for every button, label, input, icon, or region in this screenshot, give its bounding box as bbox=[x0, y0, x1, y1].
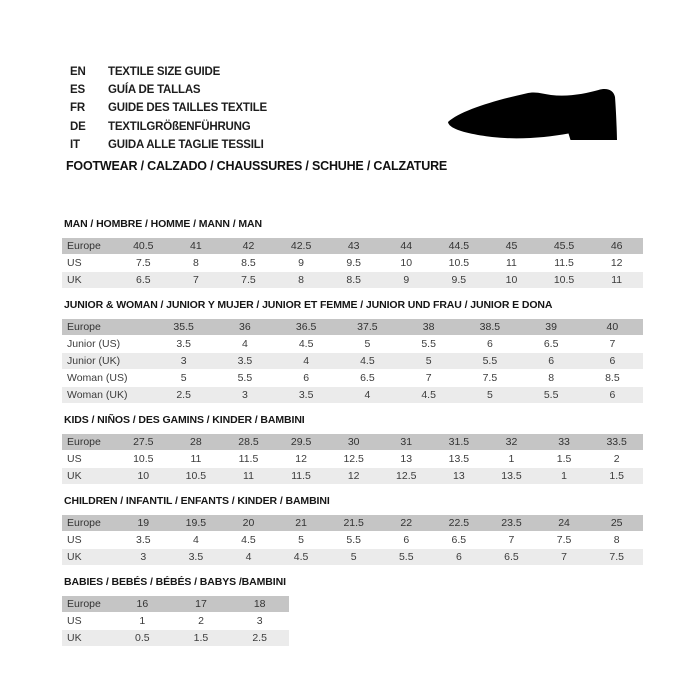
size-cell: 3 bbox=[153, 353, 214, 370]
size-row bbox=[62, 549, 643, 566]
size-cell: 11 bbox=[170, 451, 223, 468]
size-table bbox=[62, 515, 643, 566]
size-cell: 33 bbox=[538, 434, 591, 451]
size-cell: 10 bbox=[117, 468, 170, 485]
size-row bbox=[62, 630, 289, 647]
size-section bbox=[62, 485, 652, 566]
size-cell: 6 bbox=[459, 336, 520, 353]
size-cell: 9.5 bbox=[433, 272, 486, 289]
size-cell: 6.5 bbox=[485, 549, 538, 566]
size-cell: 1 bbox=[485, 451, 538, 468]
size-cell: 9 bbox=[275, 255, 328, 272]
category-heading: FOOTWEAR / CALZADO / CHAUSSURES / SCHUHE / CALZATURE bbox=[66, 159, 448, 173]
size-cell: 27.5 bbox=[117, 434, 170, 451]
language-row bbox=[70, 81, 267, 99]
size-cell: 12.5 bbox=[327, 451, 380, 468]
size-cell: 5 bbox=[459, 387, 520, 404]
size-cell: 5 bbox=[398, 353, 459, 370]
size-cell: 10.5 bbox=[538, 272, 591, 289]
size-cell: 0.5 bbox=[113, 630, 172, 647]
size-row bbox=[62, 370, 643, 387]
size-cell: 5.5 bbox=[521, 387, 582, 404]
size-cell: 8.5 bbox=[582, 370, 643, 387]
size-cell: 29.5 bbox=[275, 434, 328, 451]
size-header-row bbox=[62, 596, 289, 613]
size-cell: 7.5 bbox=[117, 255, 170, 272]
size-cell: 6 bbox=[433, 549, 486, 566]
size-header-row bbox=[62, 434, 643, 451]
size-cell: 8 bbox=[170, 255, 223, 272]
size-cell: 25 bbox=[590, 515, 643, 532]
size-cell: 21 bbox=[275, 515, 328, 532]
table-title: BABIES / BEBÉS / BÉBÉS / BABYS /BAMBINI bbox=[64, 576, 286, 588]
size-cell: 32 bbox=[485, 434, 538, 451]
language-code: IT bbox=[70, 138, 80, 151]
row-label: Junior (US) bbox=[62, 336, 153, 353]
size-cell: 23.5 bbox=[485, 515, 538, 532]
size-table bbox=[62, 596, 289, 647]
size-tables bbox=[62, 214, 652, 647]
size-cell: 6.5 bbox=[337, 370, 398, 387]
size-header-row bbox=[62, 515, 643, 532]
size-cell: 3.5 bbox=[276, 387, 337, 404]
size-cell: 5.5 bbox=[380, 549, 433, 566]
size-cell: 8 bbox=[521, 370, 582, 387]
size-table bbox=[62, 319, 643, 404]
size-cell: 4 bbox=[222, 549, 275, 566]
size-section bbox=[62, 214, 652, 289]
size-cell: 10 bbox=[485, 272, 538, 289]
row-label: US bbox=[62, 613, 113, 630]
size-cell: 41 bbox=[170, 238, 223, 255]
size-cell: 43 bbox=[327, 238, 380, 255]
row-label: US bbox=[62, 255, 117, 272]
language-row bbox=[70, 136, 267, 154]
table-title: JUNIOR & WOMAN / JUNIOR Y MUJER / JUNIOR ET FEMME / JUNIOR UND FRAU / JUNIOR E DONA bbox=[64, 299, 553, 311]
size-cell: 28.5 bbox=[222, 434, 275, 451]
language-title-block bbox=[70, 63, 267, 154]
size-cell: 12 bbox=[590, 255, 643, 272]
size-cell: 2 bbox=[590, 451, 643, 468]
size-cell: 7 bbox=[485, 532, 538, 549]
size-cell: 30 bbox=[327, 434, 380, 451]
size-cell: 9.5 bbox=[327, 255, 380, 272]
size-row bbox=[62, 353, 643, 370]
row-label: US bbox=[62, 451, 117, 468]
size-cell: 5.5 bbox=[327, 532, 380, 549]
size-cell: 12.5 bbox=[380, 468, 433, 485]
size-cell: 44 bbox=[380, 238, 433, 255]
size-cell: 1 bbox=[113, 613, 172, 630]
row-label: Woman (UK) bbox=[62, 387, 153, 404]
size-cell: 33.5 bbox=[590, 434, 643, 451]
language-row bbox=[70, 63, 267, 81]
size-table bbox=[62, 434, 643, 485]
language-label: GUÍA DE TALLAS bbox=[108, 84, 201, 97]
size-cell: 37.5 bbox=[337, 319, 398, 336]
size-cell: 3.5 bbox=[153, 336, 214, 353]
table-title: MAN / HOMBRE / HOMME / MANN / MAN bbox=[64, 218, 262, 230]
size-cell: 10.5 bbox=[117, 451, 170, 468]
size-cell: 28 bbox=[170, 434, 223, 451]
row-label: Europe bbox=[62, 596, 113, 613]
size-cell: 6 bbox=[276, 370, 337, 387]
size-cell: 19 bbox=[117, 515, 170, 532]
shoe-icon bbox=[430, 60, 670, 170]
size-row bbox=[62, 613, 289, 630]
size-cell: 7 bbox=[170, 272, 223, 289]
size-cell: 16 bbox=[113, 596, 172, 613]
size-cell: 7 bbox=[538, 549, 591, 566]
size-cell: 5 bbox=[275, 532, 328, 549]
size-cell: 6.5 bbox=[521, 336, 582, 353]
size-cell: 31 bbox=[380, 434, 433, 451]
row-label: UK bbox=[62, 468, 117, 485]
size-cell: 1.5 bbox=[538, 451, 591, 468]
size-cell: 24 bbox=[538, 515, 591, 532]
size-cell: 22.5 bbox=[433, 515, 486, 532]
size-row bbox=[62, 387, 643, 404]
size-cell: 3 bbox=[230, 613, 289, 630]
size-cell: 1 bbox=[538, 468, 591, 485]
size-cell: 7.5 bbox=[222, 272, 275, 289]
size-row bbox=[62, 255, 643, 272]
language-code: EN bbox=[70, 66, 86, 78]
size-cell: 3.5 bbox=[214, 353, 275, 370]
size-cell: 2.5 bbox=[230, 630, 289, 647]
table-title: KIDS / NIÑOS / DES GAMINS / KINDER / BAMBINI bbox=[64, 414, 305, 426]
size-cell: 6 bbox=[380, 532, 433, 549]
size-cell: 22 bbox=[380, 515, 433, 532]
row-label: Junior (UK) bbox=[62, 353, 153, 370]
size-cell: 13 bbox=[433, 468, 486, 485]
size-cell: 3 bbox=[214, 387, 275, 404]
size-cell: 1.5 bbox=[590, 468, 643, 485]
size-cell: 7 bbox=[398, 370, 459, 387]
size-cell: 5 bbox=[337, 336, 398, 353]
size-cell: 4.5 bbox=[398, 387, 459, 404]
size-cell: 4.5 bbox=[275, 549, 328, 566]
size-cell: 46 bbox=[590, 238, 643, 255]
size-cell: 40.5 bbox=[117, 238, 170, 255]
size-cell: 13.5 bbox=[485, 468, 538, 485]
table-title: CHILDREN / INFANTIL / ENFANTS / KINDER / BAMBINI bbox=[64, 495, 330, 507]
size-cell: 17 bbox=[172, 596, 231, 613]
size-row bbox=[62, 532, 643, 549]
size-cell: 4.5 bbox=[276, 336, 337, 353]
size-cell: 45.5 bbox=[538, 238, 591, 255]
size-cell: 8.5 bbox=[327, 272, 380, 289]
size-cell: 21.5 bbox=[327, 515, 380, 532]
size-cell: 9 bbox=[380, 272, 433, 289]
size-cell: 35.5 bbox=[153, 319, 214, 336]
language-row bbox=[70, 118, 267, 136]
row-label: Europe bbox=[62, 319, 153, 336]
size-cell: 18 bbox=[230, 596, 289, 613]
size-header-row bbox=[62, 238, 643, 255]
size-cell: 11.5 bbox=[538, 255, 591, 272]
row-label: UK bbox=[62, 549, 117, 566]
size-cell: 11 bbox=[590, 272, 643, 289]
size-table bbox=[62, 238, 643, 289]
size-cell: 6.5 bbox=[433, 532, 486, 549]
size-cell: 38 bbox=[398, 319, 459, 336]
size-cell: 45 bbox=[485, 238, 538, 255]
language-label: TEXTILGRÖßENFÜHRUNG bbox=[108, 120, 251, 133]
size-cell: 5.5 bbox=[214, 370, 275, 387]
size-cell: 4 bbox=[214, 336, 275, 353]
size-cell: 5 bbox=[153, 370, 214, 387]
size-header-row bbox=[62, 319, 643, 336]
row-label: Woman (US) bbox=[62, 370, 153, 387]
row-label: Europe bbox=[62, 238, 117, 255]
size-row bbox=[62, 336, 643, 353]
size-row bbox=[62, 468, 643, 485]
size-cell: 2.5 bbox=[153, 387, 214, 404]
row-label: UK bbox=[62, 630, 113, 647]
size-cell: 8 bbox=[275, 272, 328, 289]
size-cell: 40 bbox=[582, 319, 643, 336]
size-row bbox=[62, 451, 643, 468]
row-label: Europe bbox=[62, 515, 117, 532]
size-cell: 39 bbox=[521, 319, 582, 336]
size-cell: 4 bbox=[337, 387, 398, 404]
size-cell: 3.5 bbox=[170, 549, 223, 566]
size-cell: 6 bbox=[582, 387, 643, 404]
size-cell: 12 bbox=[275, 451, 328, 468]
size-cell: 11.5 bbox=[275, 468, 328, 485]
language-row bbox=[70, 99, 267, 117]
size-cell: 3 bbox=[117, 549, 170, 566]
size-cell: 7.5 bbox=[590, 549, 643, 566]
size-cell: 42.5 bbox=[275, 238, 328, 255]
language-code: FR bbox=[70, 102, 85, 115]
size-cell: 10 bbox=[380, 255, 433, 272]
language-code: ES bbox=[70, 84, 85, 97]
size-cell: 36 bbox=[214, 319, 275, 336]
size-cell: 1.5 bbox=[172, 630, 231, 647]
size-cell: 11 bbox=[222, 468, 275, 485]
size-cell: 7 bbox=[582, 336, 643, 353]
size-row bbox=[62, 272, 643, 289]
size-cell: 13.5 bbox=[433, 451, 486, 468]
size-cell: 4 bbox=[170, 532, 223, 549]
row-label: Europe bbox=[62, 434, 117, 451]
size-section bbox=[62, 404, 652, 485]
size-cell: 2 bbox=[172, 613, 231, 630]
size-cell: 8.5 bbox=[222, 255, 275, 272]
size-cell: 19.5 bbox=[170, 515, 223, 532]
size-cell: 5.5 bbox=[459, 353, 520, 370]
size-cell: 11 bbox=[485, 255, 538, 272]
size-cell: 6 bbox=[521, 353, 582, 370]
size-cell: 5 bbox=[327, 549, 380, 566]
size-cell: 8 bbox=[590, 532, 643, 549]
size-cell: 42 bbox=[222, 238, 275, 255]
size-cell: 13 bbox=[380, 451, 433, 468]
size-cell: 6.5 bbox=[117, 272, 170, 289]
size-cell: 10.5 bbox=[433, 255, 486, 272]
size-cell: 38.5 bbox=[459, 319, 520, 336]
size-section bbox=[62, 566, 652, 647]
language-code: DE bbox=[70, 120, 86, 133]
size-cell: 7.5 bbox=[459, 370, 520, 387]
row-label: US bbox=[62, 532, 117, 549]
size-cell: 11.5 bbox=[222, 451, 275, 468]
language-label: GUIDA ALLE TAGLIE TESSILI bbox=[108, 138, 264, 151]
size-section bbox=[62, 289, 652, 404]
language-label: GUIDE DES TAILLES TEXTILE bbox=[108, 102, 267, 115]
size-cell: 36.5 bbox=[276, 319, 337, 336]
size-cell: 20 bbox=[222, 515, 275, 532]
size-cell: 4 bbox=[276, 353, 337, 370]
size-cell: 10.5 bbox=[170, 468, 223, 485]
size-cell: 4.5 bbox=[222, 532, 275, 549]
language-label: TEXTILE SIZE GUIDE bbox=[108, 66, 221, 78]
size-cell: 4.5 bbox=[337, 353, 398, 370]
size-cell: 31.5 bbox=[433, 434, 486, 451]
size-cell: 7.5 bbox=[538, 532, 591, 549]
size-cell: 3.5 bbox=[117, 532, 170, 549]
size-cell: 5.5 bbox=[398, 336, 459, 353]
size-cell: 6 bbox=[582, 353, 643, 370]
size-cell: 12 bbox=[327, 468, 380, 485]
row-label: UK bbox=[62, 272, 117, 289]
size-cell: 44.5 bbox=[433, 238, 486, 255]
